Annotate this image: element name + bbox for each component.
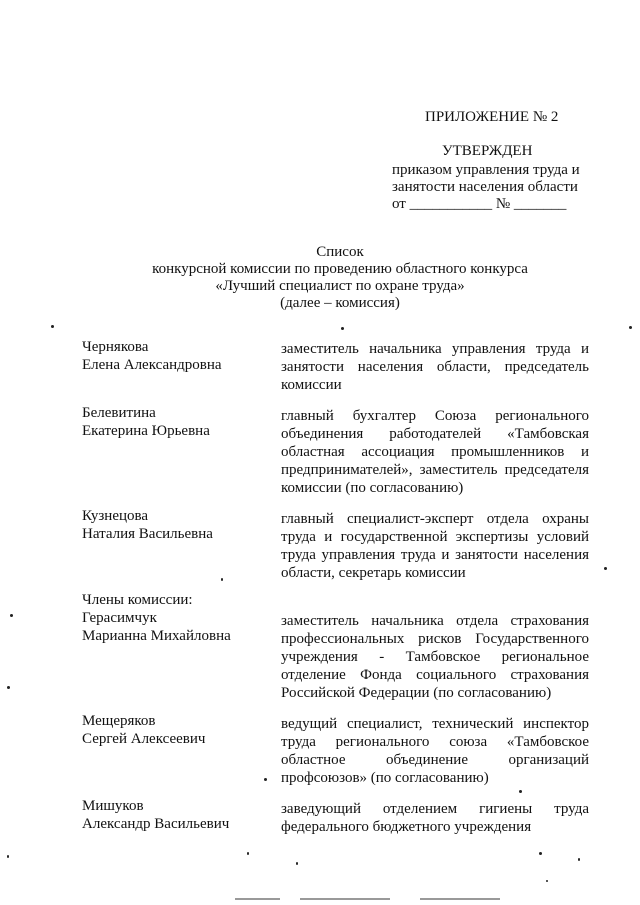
member-role: главный бухгалтер Союза регионального объединения работодателей «Тамбовская областная ассоциация промышленников и предпринимателей», заместитель председателя комиссии (по согласованию): [281, 408, 589, 496]
scan-speck: [7, 855, 9, 858]
title-line: Список: [316, 244, 364, 260]
scan-speck: [296, 862, 298, 865]
member-surname: Мишуков: [82, 798, 144, 814]
member-role: заместитель начальника отдела страхования профессиональных рисков Государственного учреждения - Тамбовское региональное отделение Фонда социального страхования Российской Федерации (по согласованию): [281, 613, 589, 701]
order-line: занятости населения области: [392, 179, 578, 195]
member-given-names: Наталия Васильевна: [82, 526, 213, 542]
member-surname: Белевитина: [82, 405, 156, 421]
scan-speck: [578, 858, 580, 861]
scan-speck: [604, 567, 607, 570]
member-surname: Чернякова: [82, 339, 149, 355]
scan-speck: [546, 880, 548, 882]
member-name: [82, 609, 231, 645]
member-surname: Мещеряков: [82, 713, 156, 729]
member-surname: Герасимчук: [82, 610, 157, 626]
member-given-names: Елена Александровна: [82, 357, 222, 373]
title-line: (далее – комиссия): [280, 295, 400, 311]
scan-speck: [629, 326, 632, 329]
member-given-names: Марианна Михайловна: [82, 628, 231, 644]
cut-off-text-fragment: [235, 898, 280, 900]
scan-speck: [519, 790, 522, 793]
approval-order: [392, 162, 580, 213]
scan-speck: [341, 327, 344, 330]
member-surname: Кузнецова: [82, 508, 149, 524]
scan-speck: [7, 686, 10, 689]
title-line: «Лучший специалист по охране труда»: [215, 278, 465, 294]
approved-stamp: УТВЕРЖДЕН: [442, 143, 533, 159]
member-name: [82, 404, 210, 440]
scan-speck: [10, 614, 13, 617]
scan-speck: [51, 325, 54, 328]
appendix-number: ПРИЛОЖЕНИЕ № 2: [425, 109, 559, 125]
scan-speck: [221, 578, 223, 581]
member-given-names: Александр Васильевич: [82, 816, 230, 832]
scan-speck: [247, 852, 249, 855]
member-name: [82, 507, 213, 543]
member-role: заместитель начальника управления труда и занятости населения области, председатель комиссии: [281, 341, 589, 393]
member-name: [82, 338, 222, 374]
cut-off-text-fragment: [420, 898, 500, 900]
member-given-names: Екатерина Юрьевна: [82, 423, 210, 439]
title-line: конкурсной комиссии по проведению областного конкурса: [152, 261, 528, 277]
member-given-names: Сергей Алексеевич: [82, 731, 206, 747]
member-role: заведующий отделением гигиены труда федерального бюджетного учреждения: [281, 801, 589, 835]
member-name: [82, 797, 229, 833]
cut-off-text-fragment: [300, 898, 390, 900]
document-title: [0, 244, 640, 312]
order-line: от ___________ № _______: [392, 196, 567, 212]
member-role: главный специалист-эксперт отдела охраны труда и государственной экспертизы условий труда управления труда и занятости населения области, секретарь комиссии: [281, 511, 589, 581]
scan-speck: [264, 778, 267, 781]
scan-speck: [539, 852, 542, 855]
member-role: ведущий специалист, технический инспектор труда регионального союза «Тамбовское областное объединение организаций профсоюзов» (по согласованию): [281, 716, 589, 786]
order-line: приказом управления труда и: [392, 162, 580, 178]
members-section-label: Члены комиссии:: [82, 592, 193, 608]
member-name: [82, 712, 205, 748]
